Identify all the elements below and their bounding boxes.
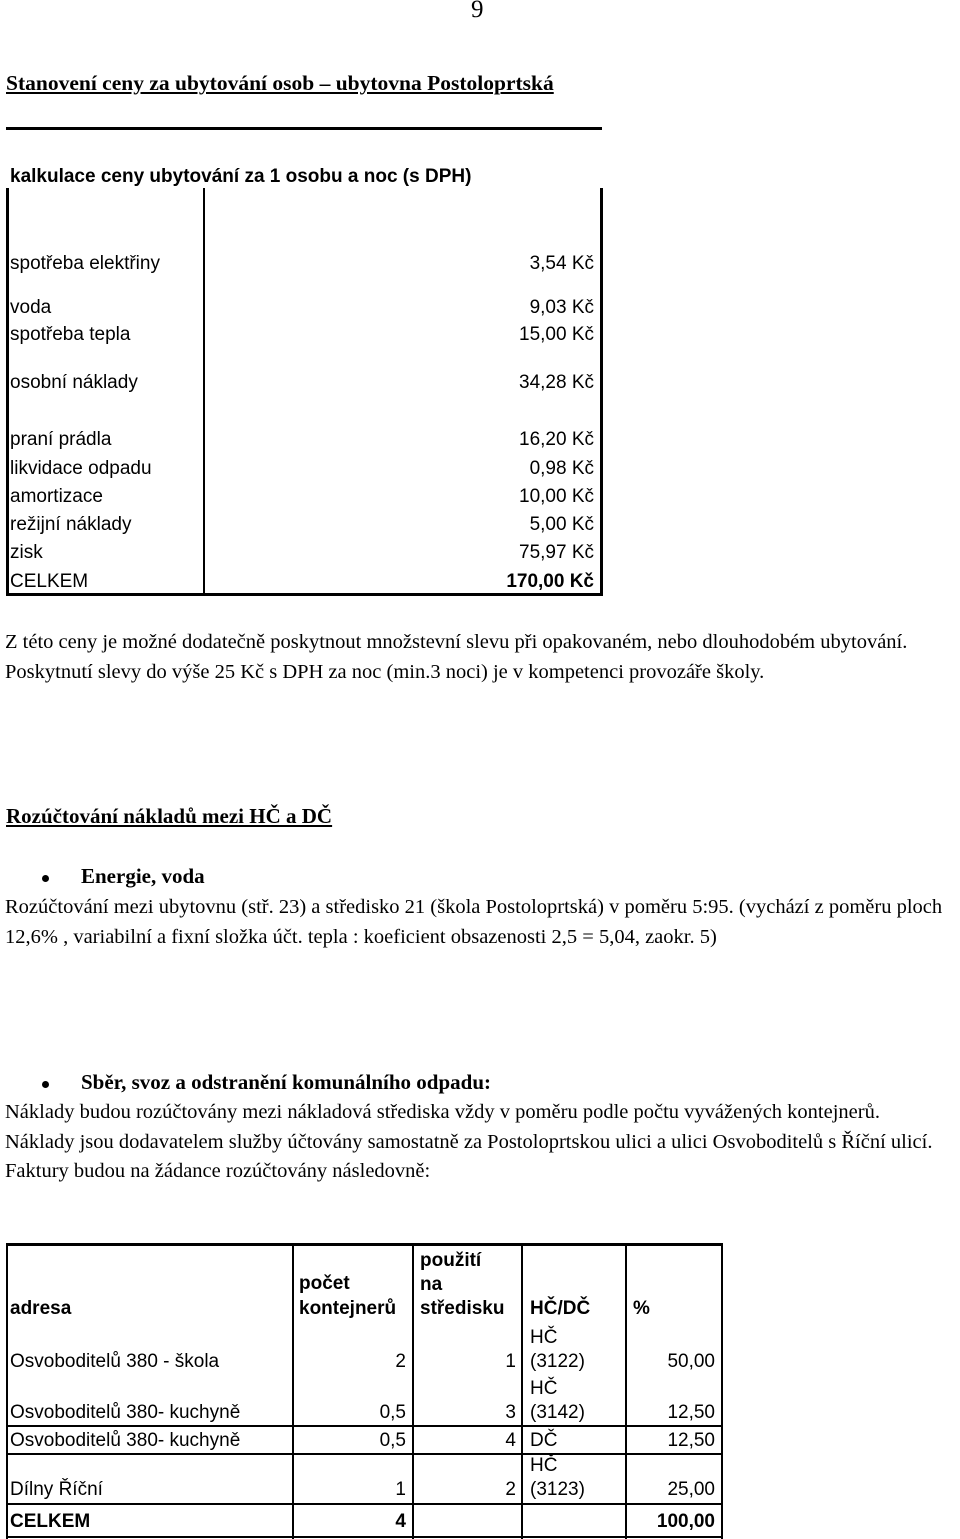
bullet-icon xyxy=(42,1081,49,1088)
waste-table-col-divider xyxy=(292,1243,294,1539)
row-pocet: 0,5 xyxy=(379,1430,406,1451)
calc-row-total xyxy=(10,570,594,594)
header-pouziti-line3: středisku xyxy=(420,1298,505,1319)
energy-paragraph: Rozúčtování mezi ubytovnu (stř. 23) a středisko 21 (škola Postoloprtská) v poměru 5:95. (vychází z poměru ploch 12,6% , variabilní a fixní složka účt. tepla : koeficient obsazenosti 2,5 = 5,04, zaokr. 5) xyxy=(5,896,943,948)
row-hcdc-line1: HČ xyxy=(530,1327,558,1348)
row-percent: 12,50 xyxy=(667,1430,715,1451)
calc-row-value: 5,00 Kč xyxy=(529,514,594,535)
calc-table-top-rule xyxy=(6,127,602,130)
calc-row-value: 75,97 Kč xyxy=(519,542,594,563)
row-adresa: Osvoboditelů 380- kuchyně xyxy=(10,1430,241,1451)
row-hcdc-line1: HČ xyxy=(530,1378,558,1399)
calc-row-label: CELKEM xyxy=(10,571,89,592)
row-pocet: 0,5 xyxy=(379,1402,406,1423)
row-stredisko: 4 xyxy=(505,1430,516,1451)
waste-table-row-divider xyxy=(6,1425,723,1427)
waste-table-row-divider xyxy=(6,1536,723,1538)
calc-row-label: osobní náklady xyxy=(10,372,138,393)
calc-row-laundry xyxy=(10,428,594,452)
calc-row-label: likvidace odpadu xyxy=(10,458,152,479)
header-pouziti-line1: použití xyxy=(420,1250,482,1271)
row-pocet: 1 xyxy=(395,1479,406,1500)
calc-row-label: zisk xyxy=(10,542,43,563)
calc-table-heading: kalkulace ceny ubytování za 1 osobu a noc (s DPH) xyxy=(10,166,472,187)
calc-row-value: 9,03 Kč xyxy=(529,297,594,318)
calc-row-label: voda xyxy=(10,297,52,318)
row-stredisko: 2 xyxy=(505,1479,516,1500)
row-adresa: Osvoboditelů 380- kuchyně xyxy=(10,1402,241,1423)
bullet-title-waste: Sběr, svoz a odstranění komunálního odpadu: xyxy=(81,1070,492,1094)
waste-table-col-divider xyxy=(625,1243,627,1539)
waste-table-row-divider xyxy=(6,1453,723,1455)
row-stredisko: 1 xyxy=(505,1351,516,1372)
waste-table-col-divider xyxy=(412,1243,414,1539)
total-pocet: 4 xyxy=(395,1511,406,1532)
header-adresa: adresa xyxy=(10,1298,72,1319)
header-hcdc: HČ/DČ xyxy=(530,1298,591,1319)
calc-row-value: 34,28 Kč xyxy=(519,372,594,393)
calc-row-water xyxy=(10,296,594,320)
calc-row-depreciation xyxy=(10,485,594,509)
header-pocet-line2: kontejnerů xyxy=(299,1298,397,1319)
row-hcdc-line2: (3122) xyxy=(530,1351,585,1372)
row-hcdc: DČ xyxy=(530,1430,558,1451)
row-hcdc-line2: (3123) xyxy=(530,1479,585,1500)
calc-row-heat xyxy=(10,323,594,347)
calc-row-profit xyxy=(10,541,594,565)
calc-row-electricity xyxy=(10,252,594,276)
page-number: 9 xyxy=(471,0,484,23)
total-label: CELKEM xyxy=(10,1511,91,1532)
calc-row-value: 0,98 Kč xyxy=(529,458,594,479)
row-pocet: 2 xyxy=(395,1351,406,1372)
calc-row-value: 3,54 Kč xyxy=(529,253,594,274)
waste-table-col-divider xyxy=(521,1243,523,1539)
bullet-title-energy: Energie, voda xyxy=(81,864,205,888)
section-title: Rozúčtování nákladů mezi HČ a DČ xyxy=(6,804,333,828)
discount-paragraph: Z této ceny je možné dodatečně poskytnout množstevní slevu při opakovaném, nebo dlouhodobém ubytování. Poskytnutí slevy do výše 25 Kč s DPH za noc (min.3 noci) je v kompetenci provozáře školy. xyxy=(5,631,908,683)
page-title: Stanovení ceny za ubytování osob – ubytovna Postoloprtská xyxy=(6,71,554,95)
total-percent: 100,00 xyxy=(656,1511,715,1532)
calc-row-label: praní prádla xyxy=(10,429,112,450)
row-hcdc-line2: (3142) xyxy=(530,1402,585,1423)
row-percent: 50,00 xyxy=(667,1351,715,1372)
header-percent: % xyxy=(633,1298,650,1319)
bullet-icon xyxy=(42,875,49,882)
row-percent: 25,00 xyxy=(667,1479,715,1500)
calc-row-label: spotřeba elektřiny xyxy=(10,253,160,274)
calc-row-label: amortizace xyxy=(10,486,103,507)
calc-row-overhead xyxy=(10,513,594,537)
calc-row-value: 15,00 Kč xyxy=(519,324,594,345)
header-pouziti-line2: na xyxy=(420,1274,443,1295)
calc-row-personnel xyxy=(10,371,594,395)
calc-row-value: 170,00 Kč xyxy=(506,571,594,592)
row-hcdc-line1: HČ xyxy=(530,1455,558,1476)
row-adresa: Dílny Říční xyxy=(10,1479,103,1500)
waste-paragraph: Náklady budou rozúčtovány mezi nákladová střediska vždy v poměru podle počtu vyvážených kontejnerů. Náklady jsou dodavatelem služby účtovány samostatně za Postoloprtskou ulici a ulici Osvoboditelů s Říční ulicí. Faktury budou na žádance rozúčtovány následovně: xyxy=(5,1101,933,1182)
calc-row-label: režijní náklady xyxy=(10,514,132,535)
header-pocet-line1: počet xyxy=(299,1273,350,1294)
row-adresa: Osvoboditelů 380 - škola xyxy=(10,1351,220,1372)
row-percent: 12,50 xyxy=(667,1402,715,1423)
calc-row-waste xyxy=(10,457,594,481)
calc-row-label: spotřeba tepla xyxy=(10,324,131,345)
row-stredisko: 3 xyxy=(505,1402,516,1423)
calc-row-value: 16,20 Kč xyxy=(519,429,594,450)
calc-row-value: 10,00 Kč xyxy=(519,486,594,507)
waste-table-row-divider xyxy=(6,1503,723,1505)
